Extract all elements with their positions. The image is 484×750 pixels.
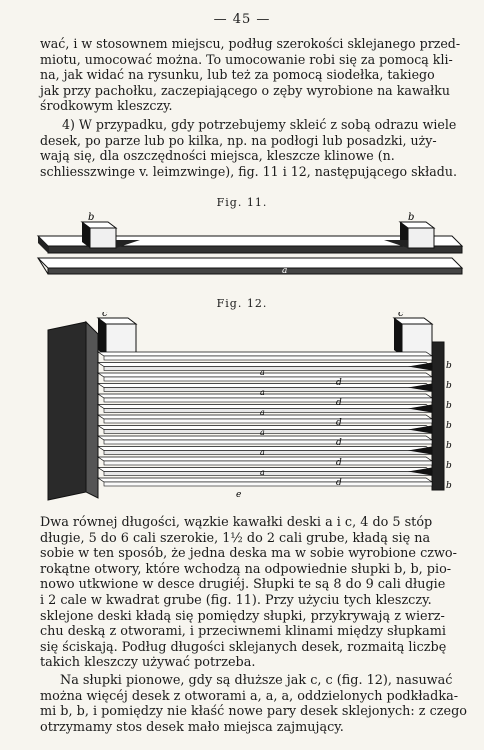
text-line: otrzymamy stos desek mało miejsca zajmujący. (40, 719, 344, 735)
fig-11-label-b-right: b (408, 212, 415, 223)
board-top (98, 415, 432, 419)
fig-11-label-b-left: b (88, 212, 95, 223)
paragraph-3 (40, 515, 460, 671)
board-edge (104, 388, 432, 392)
board-edge (104, 472, 432, 476)
text-line: takich kleszczy używać potrzeba. (40, 655, 256, 671)
fig-12-label-d: d (336, 418, 342, 428)
board-edge (104, 377, 432, 381)
fig-12-label-b: b (446, 421, 452, 431)
fig-12-label-a: a (260, 428, 265, 437)
text-line: schliesszwinge v. leimzwinge), fig. 11 i 12, następującego składu. (40, 163, 457, 179)
text-line: wają się, dla oszczędności miejsca, kleszcze klinowe (n. (40, 148, 395, 164)
board-edge (104, 419, 432, 423)
fig-12-label-e: e (236, 490, 242, 500)
board-top (98, 384, 432, 388)
text-line: miotu, umocować można. To umocowanie robi się za pomocą kli- (40, 51, 453, 67)
text-line: sobie w ten sposób, że jedna deska ma w sobie wyrobione czwo- (40, 546, 457, 562)
board-top (98, 478, 432, 482)
board-top (98, 436, 432, 440)
board-top (98, 352, 432, 356)
fig-12-label-a: a (260, 468, 265, 477)
fig-11-label-a: a (282, 266, 288, 276)
fig-12-label-a: a (260, 408, 265, 417)
board-edge (104, 367, 432, 371)
board-edge (104, 356, 432, 360)
board-top (98, 468, 432, 472)
fig-12-label-b: b (446, 441, 452, 451)
text-line: 4) W przypadku, gdy potrzebujemy skleić z sobą odrazu wiele (62, 117, 457, 132)
fig-12-label-c-left: c (102, 312, 108, 319)
fig-12-board-stack (98, 352, 432, 486)
text-line: mi b, b, i pomiędzy nie kłaść nowe pary desek sklejonych: z czego (40, 704, 467, 720)
text-line: Dwa równej długości, wązkie kawałki deski a i c, 4 do 5 stóp (40, 515, 433, 530)
fig-12-illustration (36, 312, 466, 504)
text-line: jak przy pachołku, zaczepiającego o zęby wyrobione na kawałku (40, 82, 450, 98)
board-edge (104, 461, 432, 465)
text-line: nowo utkwione w desce drugiéj. Słupki te są 8 do 9 cali długie (40, 577, 446, 593)
paragraph-1 (40, 36, 460, 114)
board-top (98, 363, 432, 367)
paragraph-4 (40, 673, 467, 735)
fig-12-label-d: d (336, 458, 342, 468)
fig-12-label-d: d (336, 438, 342, 448)
text-line: na, jak widać na rysunku, lub też za pomocą siodełka, takiego (40, 67, 435, 83)
board-top (98, 457, 432, 461)
fig-12-label-b: b (446, 481, 452, 491)
board-edge (104, 440, 432, 444)
text-line: długie, 5 do 6 cali szerokie, 1½ do 2 cali grube, kładą się na (40, 530, 431, 546)
board-top (98, 394, 432, 398)
board-top (98, 373, 432, 377)
board-edge (104, 398, 432, 402)
text-line: desek, po parze lub po kilka, np. na podłogi lub posadzki, uży- (40, 132, 437, 148)
fig-12-label-b: b (446, 381, 452, 391)
fig-12-label-a: a (260, 368, 265, 377)
text-line: wać, i w stosownem miejscu, podług szerokości sklejanego przed- (40, 36, 461, 51)
fig-12-caption: Fig. 12. (216, 297, 268, 310)
text-line: można więcéj desek z otworami a, a, a, oddzielonych podkładka- (40, 688, 459, 704)
fig-12-label-c-right: c (398, 312, 404, 319)
fig-12-label-b: b (446, 361, 452, 371)
fig-12-label-a: a (260, 448, 265, 457)
text-line: się ściskają. Podług długości sklejanych desek, rozmaitą liczbę (40, 639, 447, 655)
board-top (98, 405, 432, 409)
board-edge (104, 430, 432, 434)
text-line: Na słupki pionowe, gdy są dłuższe jak c, c (fig. 12), nasuwać (60, 673, 453, 688)
paragraph-2 (40, 117, 460, 179)
page-number: — 45 — (213, 12, 271, 27)
board-top (98, 426, 432, 430)
fig-12-label-b: b (446, 461, 452, 471)
text-line: środkowym kleszczy. (40, 98, 173, 114)
text-line: rokątne otwory, które wchodzą na odpowiednie słupki b, b, pio- (40, 561, 452, 577)
text-line: i 2 cale w kwadrat grube (fig. 11). Przy użyciu tych kleszczy. (40, 592, 432, 608)
fig-12-label-d: d (336, 378, 342, 388)
text-line: chu deską z otworami, i przeciwnemi klinami między słupkami (40, 624, 446, 640)
board-top (98, 447, 432, 451)
text-line: sklejone deski kładą się pomiędzy słupki, przykrywają z wierz- (40, 608, 445, 624)
board-edge (104, 409, 432, 413)
board-edge (104, 451, 432, 455)
fig-12-label-d: d (336, 478, 342, 488)
board-edge (104, 482, 432, 486)
fig-12-label-d: d (336, 398, 342, 408)
fig-11-illustration (30, 210, 470, 290)
fig-11-label-c: c (282, 237, 288, 247)
fig-11-caption: Fig. 11. (216, 196, 268, 209)
fig-12-label-a: a (260, 388, 265, 397)
fig-12-label-b: b (446, 401, 452, 411)
